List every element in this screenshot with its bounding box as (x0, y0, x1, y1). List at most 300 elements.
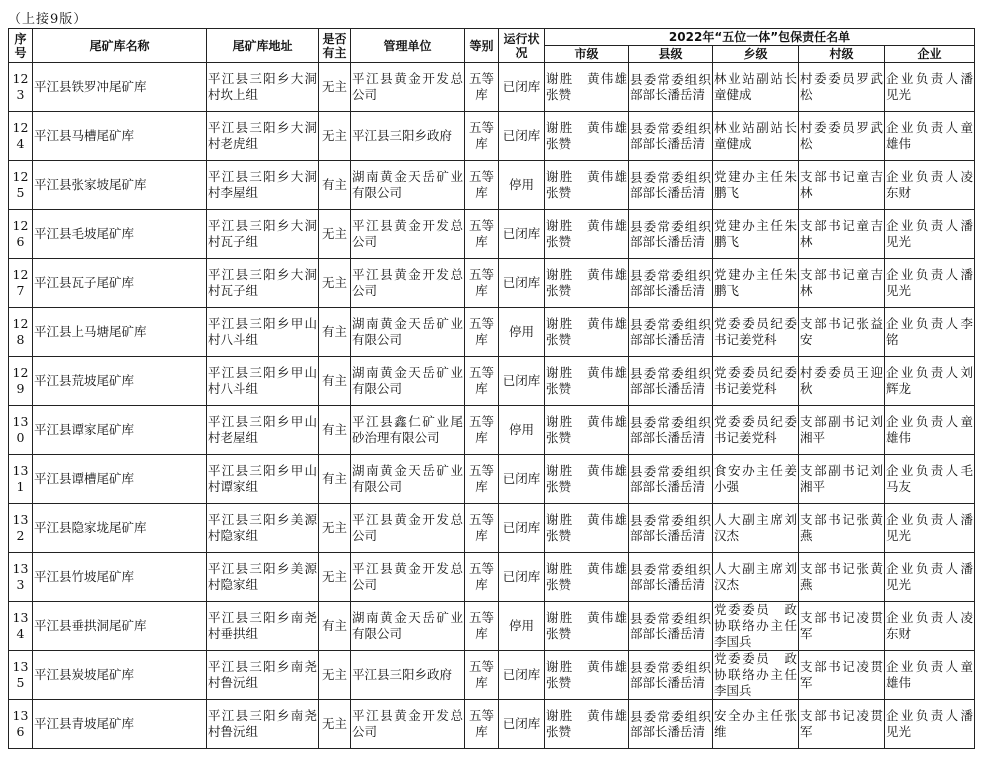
operation-status-cell (499, 63, 545, 112)
owner-status-cell (319, 553, 351, 602)
county-level-responsible-cell (629, 651, 713, 700)
enterprise-responsible-cell (885, 357, 975, 406)
city-level-responsible-cell (545, 504, 629, 553)
table-row (9, 161, 975, 210)
management-unit-cell (351, 504, 465, 553)
row-number: 132 (12, 512, 29, 543)
row-number-cell (9, 406, 33, 455)
county-level-responsible-cell (629, 210, 713, 259)
village-level-responsible: 支部书记张黄燕 (800, 561, 883, 592)
table-row (9, 357, 975, 406)
city-level-responsible: 谢胜 黄伟雄张赞 (546, 267, 627, 298)
city-level-responsible: 谢胜 黄伟雄张赞 (546, 365, 627, 396)
village-level-responsible: 支部书记凌贯军 (800, 610, 883, 641)
county-level-responsible-cell (629, 357, 713, 406)
table-row (9, 455, 975, 504)
row-number-cell (9, 259, 33, 308)
operation-status: 停用 (508, 422, 534, 437)
operation-status: 已闭库 (502, 373, 541, 388)
header-row-top (9, 29, 975, 46)
township-level-responsible: 党建办主任朱鹏飞 (714, 267, 797, 298)
enterprise-responsible-cell (885, 504, 975, 553)
tailings-name: 平江县隐家垅尾矿库 (34, 520, 147, 535)
grade: 五等库 (468, 365, 494, 396)
owner-status-cell (319, 112, 351, 161)
county-level-responsible: 县委常委组织部部长潘岳清 (630, 72, 711, 102)
management-unit: 平江县黄金开发总公司 (352, 708, 463, 739)
management-unit: 平江县黄金开发总公司 (352, 267, 463, 298)
city-level-responsible: 谢胜 黄伟雄张赞 (546, 316, 627, 347)
township-level-responsible: 安全办主任张维 (714, 708, 797, 739)
township-level-responsible: 党委委员纪委书记姜党科 (714, 414, 797, 445)
header-county: 县级 (629, 46, 713, 63)
township-level-responsible-cell (713, 455, 799, 504)
operation-status: 已闭库 (502, 471, 541, 486)
city-level-responsible: 谢胜 黄伟雄张赞 (546, 561, 627, 592)
tailings-address-cell (207, 553, 319, 602)
operation-status-cell (499, 357, 545, 406)
tailings-name: 平江县谭槽尾矿库 (34, 471, 135, 486)
village-level-responsible-cell (799, 455, 885, 504)
tailings-name-cell (33, 259, 207, 308)
enterprise-responsible: 企业负责人潘见光 (886, 708, 974, 739)
grade: 五等库 (468, 218, 494, 249)
tailings-address: 平江县三阳乡大洞村李屋组 (208, 169, 317, 200)
row-number: 125 (12, 169, 29, 200)
county-level-responsible: 县委常委组织部部长潘岳清 (630, 513, 711, 543)
header-address: 尾矿库地址 (207, 29, 319, 63)
city-level-responsible-cell (545, 112, 629, 161)
tailings-name: 平江县毛坡尾矿库 (34, 226, 135, 241)
village-level-responsible-cell (799, 700, 885, 749)
tailings-address: 平江县三阳乡大洞村老虎组 (208, 120, 317, 151)
tailings-address: 平江县三阳乡大洞村瓦子组 (208, 267, 317, 298)
management-unit-cell (351, 63, 465, 112)
county-level-responsible-cell (629, 406, 713, 455)
township-level-responsible-cell (713, 112, 799, 161)
city-level-responsible-cell (545, 406, 629, 455)
enterprise-responsible: 企业负责人毛马友 (886, 463, 974, 494)
tailings-address: 平江县三阳乡甲山村谭家组 (208, 463, 317, 494)
county-level-responsible: 县委常委组织部部长潘岳清 (630, 121, 711, 151)
tailings-name: 平江县炭坡尾矿库 (34, 667, 135, 682)
village-level-responsible: 支部副书记刘湘平 (800, 414, 883, 445)
operation-status: 已闭库 (502, 275, 541, 290)
city-level-responsible-cell (545, 553, 629, 602)
township-level-responsible: 人大副主席刘汉杰 (714, 512, 797, 543)
city-level-responsible: 谢胜 黄伟雄张赞 (546, 659, 627, 690)
owner-status: 无主 (321, 226, 347, 241)
grade: 五等库 (468, 120, 494, 151)
enterprise-responsible: 企业负责人李铭 (886, 316, 974, 347)
township-level-responsible: 人大副主席刘汉杰 (714, 561, 797, 592)
city-level-responsible-cell (545, 357, 629, 406)
tailings-address: 平江县三阳乡大洞村坎上组 (208, 71, 317, 102)
tailings-name-cell (33, 651, 207, 700)
row-number: 135 (12, 659, 29, 690)
management-unit-cell (351, 700, 465, 749)
header-town: 乡级 (713, 46, 799, 63)
row-number-cell (9, 553, 33, 602)
tailings-name: 平江县荒坡尾矿库 (34, 373, 135, 388)
tailings-name-cell (33, 700, 207, 749)
city-level-responsible-cell (545, 700, 629, 749)
management-unit-cell (351, 210, 465, 259)
tailings-address-cell (207, 406, 319, 455)
tailings-address-cell (207, 651, 319, 700)
management-unit: 平江县黄金开发总公司 (352, 561, 463, 592)
owner-status: 无主 (321, 716, 347, 731)
grade-cell (465, 553, 499, 602)
county-level-responsible: 县委常委组织部部长潘岳清 (630, 415, 711, 445)
village-level-responsible: 支部副书记刘湘平 (800, 463, 883, 494)
county-level-responsible-cell (629, 63, 713, 112)
owner-status-cell (319, 700, 351, 749)
county-level-responsible-cell (629, 308, 713, 357)
tailings-address: 平江县三阳乡南尧村鲁沅组 (208, 659, 317, 690)
operation-status-cell (499, 259, 545, 308)
enterprise-responsible: 企业负责人凌东财 (886, 169, 974, 200)
table-row (9, 259, 975, 308)
grade: 五等库 (468, 512, 494, 543)
operation-status-cell (499, 210, 545, 259)
operation-status-cell (499, 700, 545, 749)
management-unit: 平江县黄金开发总公司 (352, 218, 463, 249)
operation-status-cell (499, 651, 545, 700)
enterprise-responsible-cell (885, 210, 975, 259)
tailings-name: 平江县谭家尾矿库 (34, 422, 135, 437)
operation-status-cell (499, 406, 545, 455)
header-name: 尾矿库名称 (33, 29, 207, 63)
row-number-cell (9, 700, 33, 749)
enterprise-responsible-cell (885, 553, 975, 602)
tailings-address-cell (207, 63, 319, 112)
township-level-responsible-cell (713, 63, 799, 112)
tailings-name: 平江县马槽尾矿库 (34, 128, 135, 143)
owner-status: 无主 (321, 275, 347, 290)
enterprise-responsible-cell (885, 63, 975, 112)
tailings-address-cell (207, 455, 319, 504)
operation-status: 已闭库 (502, 667, 541, 682)
row-number: 130 (12, 414, 29, 445)
township-level-responsible-cell (713, 161, 799, 210)
management-unit-cell (351, 259, 465, 308)
operation-status: 已闭库 (502, 716, 541, 731)
table-row (9, 63, 975, 112)
city-level-responsible: 谢胜 黄伟雄张赞 (546, 708, 627, 739)
city-level-responsible: 谢胜 黄伟雄张赞 (546, 610, 627, 641)
row-number: 129 (12, 365, 29, 396)
operation-status: 停用 (508, 324, 534, 339)
tailings-address-cell (207, 161, 319, 210)
county-level-responsible: 县委常委组织部部长潘岳清 (630, 317, 711, 347)
township-level-responsible-cell (713, 406, 799, 455)
grade: 五等库 (468, 463, 494, 494)
county-level-responsible: 县委常委组织部部长潘岳清 (630, 709, 711, 739)
table-row (9, 602, 975, 651)
owner-status-cell (319, 651, 351, 700)
tailings-address: 平江县三阳乡南尧村垂拱组 (208, 610, 317, 641)
county-level-responsible: 县委常委组织部部长潘岳清 (630, 611, 711, 641)
tailings-name: 平江县张家坡尾矿库 (34, 177, 147, 192)
county-level-responsible-cell (629, 504, 713, 553)
tailings-name: 平江县上马塘尾矿库 (34, 324, 147, 339)
owner-status: 无主 (321, 79, 347, 94)
enterprise-responsible-cell (885, 161, 975, 210)
enterprise-responsible-cell (885, 651, 975, 700)
owner-status-cell (319, 210, 351, 259)
enterprise-responsible: 企业负责人潘见光 (886, 267, 974, 298)
city-level-responsible-cell (545, 259, 629, 308)
township-level-responsible-cell (713, 700, 799, 749)
tailings-name: 平江县竹坡尾矿库 (34, 569, 135, 584)
row-number: 134 (12, 610, 29, 641)
grade-cell (465, 504, 499, 553)
enterprise-responsible: 企业负责人潘见光 (886, 512, 974, 543)
tailings-name-cell (33, 455, 207, 504)
operation-status-cell (499, 602, 545, 651)
village-level-responsible: 村委委员罗武松 (800, 71, 883, 102)
township-level-responsible: 党建办主任朱鹏飞 (714, 169, 797, 200)
tailings-name-cell (33, 308, 207, 357)
tailings-address: 平江县三阳乡南尧村鲁沅组 (208, 708, 317, 739)
management-unit: 湖南黄金天岳矿业有限公司 (352, 316, 463, 347)
enterprise-responsible-cell (885, 455, 975, 504)
operation-status-cell (499, 112, 545, 161)
owner-status: 无主 (321, 569, 347, 584)
village-level-responsible-cell (799, 357, 885, 406)
header-no: 序号 (9, 29, 33, 63)
table-row (9, 308, 975, 357)
owner-status: 有主 (321, 618, 347, 633)
tailings-address: 平江县三阳乡大洞村瓦子组 (208, 218, 317, 249)
village-level-responsible-cell (799, 406, 885, 455)
table-row (9, 651, 975, 700)
village-level-responsible: 支部书记凌贯军 (800, 708, 883, 739)
county-level-responsible: 县委常委组织部部长潘岳清 (630, 170, 711, 200)
city-level-responsible: 谢胜 黄伟雄张赞 (546, 169, 627, 200)
village-level-responsible: 支部书记童吉林 (800, 267, 883, 298)
tailings-address: 平江县三阳乡甲山村八斗组 (208, 316, 317, 347)
township-level-responsible: 林业站副站长童健成 (714, 71, 797, 102)
county-level-responsible: 县委常委组织部部长潘岳清 (630, 660, 711, 690)
row-number: 133 (12, 561, 29, 592)
grade-cell (465, 63, 499, 112)
grade-cell (465, 308, 499, 357)
county-level-responsible-cell (629, 700, 713, 749)
tailings-address-cell (207, 308, 319, 357)
owner-status: 有主 (321, 177, 347, 192)
village-level-responsible-cell (799, 553, 885, 602)
village-level-responsible: 村委委员罗武松 (800, 120, 883, 151)
management-unit-cell (351, 357, 465, 406)
operation-status: 已闭库 (502, 79, 541, 94)
row-number-cell (9, 651, 33, 700)
owner-status: 无主 (321, 667, 347, 682)
table-row (9, 210, 975, 259)
management-unit: 湖南黄金天岳矿业有限公司 (352, 463, 463, 494)
village-level-responsible-cell (799, 210, 885, 259)
management-unit: 平江县鑫仁矿业尾砂治理有限公司 (352, 414, 463, 445)
row-number-cell (9, 210, 33, 259)
owner-status-cell (319, 63, 351, 112)
village-level-responsible: 村委委员王迎秋 (800, 365, 883, 396)
operation-status: 停用 (508, 618, 534, 633)
owner-status-cell (319, 161, 351, 210)
owner-status-cell (319, 406, 351, 455)
tailings-name-cell (33, 602, 207, 651)
management-unit: 湖南黄金天岳矿业有限公司 (352, 365, 463, 396)
city-level-responsible: 谢胜 黄伟雄张赞 (546, 512, 627, 543)
enterprise-responsible: 企业负责人潘见光 (886, 71, 974, 102)
management-unit: 湖南黄金天岳矿业有限公司 (352, 610, 463, 641)
tailings-address-cell (207, 357, 319, 406)
grade: 五等库 (468, 708, 494, 739)
city-level-responsible: 谢胜 黄伟雄张赞 (546, 463, 627, 494)
operation-status-cell (499, 161, 545, 210)
management-unit-cell (351, 651, 465, 700)
grade-cell (465, 112, 499, 161)
township-level-responsible: 党委委员纪委书记姜党科 (714, 316, 797, 347)
tailings-address: 平江县三阳乡美源村隐家组 (208, 561, 317, 592)
tailings-name: 平江县青坡尾矿库 (34, 716, 135, 731)
management-unit: 平江县三阳乡政府 (352, 667, 453, 682)
county-level-responsible-cell (629, 553, 713, 602)
grade-cell (465, 161, 499, 210)
owner-status: 有主 (321, 422, 347, 437)
operation-status: 停用 (508, 177, 534, 192)
table-row (9, 553, 975, 602)
tailings-name: 平江县铁罗冲尾矿库 (34, 79, 147, 94)
county-level-responsible-cell (629, 602, 713, 651)
township-level-responsible-cell (713, 553, 799, 602)
row-number-cell (9, 602, 33, 651)
tailings-address: 平江县三阳乡甲山村八斗组 (208, 365, 317, 396)
grade-cell (465, 700, 499, 749)
management-unit: 湖南黄金天岳矿业有限公司 (352, 169, 463, 200)
row-number: 124 (12, 120, 29, 151)
tailings-name-cell (33, 63, 207, 112)
county-level-responsible-cell (629, 259, 713, 308)
city-level-responsible-cell (545, 63, 629, 112)
tailings-name-cell (33, 553, 207, 602)
owner-status-cell (319, 455, 351, 504)
operation-status-cell (499, 504, 545, 553)
owner-status-cell (319, 602, 351, 651)
grade: 五等库 (468, 610, 494, 641)
tailings-name: 平江县垂拱洞尾矿库 (34, 618, 147, 633)
township-level-responsible: 党委委员 政协联络办主任 李国兵 (714, 602, 797, 649)
township-level-responsible: 林业站副站长童健成 (714, 120, 797, 151)
operation-status-cell (499, 455, 545, 504)
row-number: 128 (12, 316, 29, 347)
table-row (9, 406, 975, 455)
tailings-name: 平江县瓦子尾矿库 (34, 275, 135, 290)
tailings-name-cell (33, 357, 207, 406)
tailings-name-cell (33, 112, 207, 161)
village-level-responsible-cell (799, 602, 885, 651)
grade: 五等库 (468, 71, 494, 102)
village-level-responsible-cell (799, 161, 885, 210)
enterprise-responsible-cell (885, 406, 975, 455)
township-level-responsible-cell (713, 259, 799, 308)
county-level-responsible: 县委常委组织部部长潘岳清 (630, 464, 711, 494)
village-level-responsible: 支部书记童吉林 (800, 169, 883, 200)
row-number-cell (9, 308, 33, 357)
village-level-responsible-cell (799, 308, 885, 357)
row-number: 126 (12, 218, 29, 249)
row-number: 131 (12, 463, 29, 494)
county-level-responsible: 县委常委组织部部长潘岳清 (630, 268, 711, 298)
management-unit-cell (351, 602, 465, 651)
row-number-cell (9, 112, 33, 161)
management-unit-cell (351, 455, 465, 504)
township-level-responsible: 党建办主任朱鹏飞 (714, 218, 797, 249)
operation-status-cell (499, 308, 545, 357)
tailings-name-cell (33, 504, 207, 553)
tailings-name-cell (33, 161, 207, 210)
city-level-responsible-cell (545, 210, 629, 259)
township-level-responsible: 党委委员纪委书记姜党科 (714, 365, 797, 396)
village-level-responsible-cell (799, 504, 885, 553)
township-level-responsible-cell (713, 651, 799, 700)
tailings-responsibility-table (8, 28, 975, 749)
village-level-responsible: 支部书记凌贯军 (800, 659, 883, 690)
owner-status-cell (319, 259, 351, 308)
township-level-responsible-cell (713, 210, 799, 259)
tailings-name-cell (33, 406, 207, 455)
enterprise-responsible: 企业负责人刘辉龙 (886, 365, 974, 396)
management-unit: 平江县黄金开发总公司 (352, 71, 463, 102)
operation-status: 已闭库 (502, 226, 541, 241)
village-level-responsible-cell (799, 112, 885, 161)
township-level-responsible: 党委委员 政协联络办主任 李国兵 (714, 651, 797, 698)
header-owner: 是否有主 (319, 29, 351, 63)
header-status: 运行状况 (499, 29, 545, 63)
township-level-responsible-cell (713, 602, 799, 651)
owner-status-cell (319, 308, 351, 357)
grade-cell (465, 455, 499, 504)
row-number: 127 (12, 267, 29, 298)
village-level-responsible-cell (799, 63, 885, 112)
management-unit-cell (351, 308, 465, 357)
table-row (9, 700, 975, 749)
city-level-responsible-cell (545, 651, 629, 700)
management-unit: 平江县黄金开发总公司 (352, 512, 463, 543)
row-number-cell (9, 161, 33, 210)
city-level-responsible: 谢胜 黄伟雄张赞 (546, 218, 627, 249)
county-level-responsible-cell (629, 112, 713, 161)
row-number-cell (9, 63, 33, 112)
city-level-responsible-cell (545, 161, 629, 210)
owner-status: 有主 (321, 471, 347, 486)
owner-status-cell (319, 504, 351, 553)
tailings-address-cell (207, 112, 319, 161)
enterprise-responsible-cell (885, 259, 975, 308)
operation-status: 已闭库 (502, 128, 541, 143)
grade-cell (465, 210, 499, 259)
village-level-responsible: 支部书记张黄燕 (800, 512, 883, 543)
header-city: 市级 (545, 46, 629, 63)
township-level-responsible: 食安办主任姜小强 (714, 463, 797, 494)
grade: 五等库 (468, 561, 494, 592)
management-unit-cell (351, 553, 465, 602)
tailings-address-cell (207, 259, 319, 308)
operation-status: 已闭库 (502, 520, 541, 535)
village-level-responsible: 支部书记童吉林 (800, 218, 883, 249)
tailings-address: 平江县三阳乡甲山村老屋组 (208, 414, 317, 445)
management-unit-cell (351, 161, 465, 210)
